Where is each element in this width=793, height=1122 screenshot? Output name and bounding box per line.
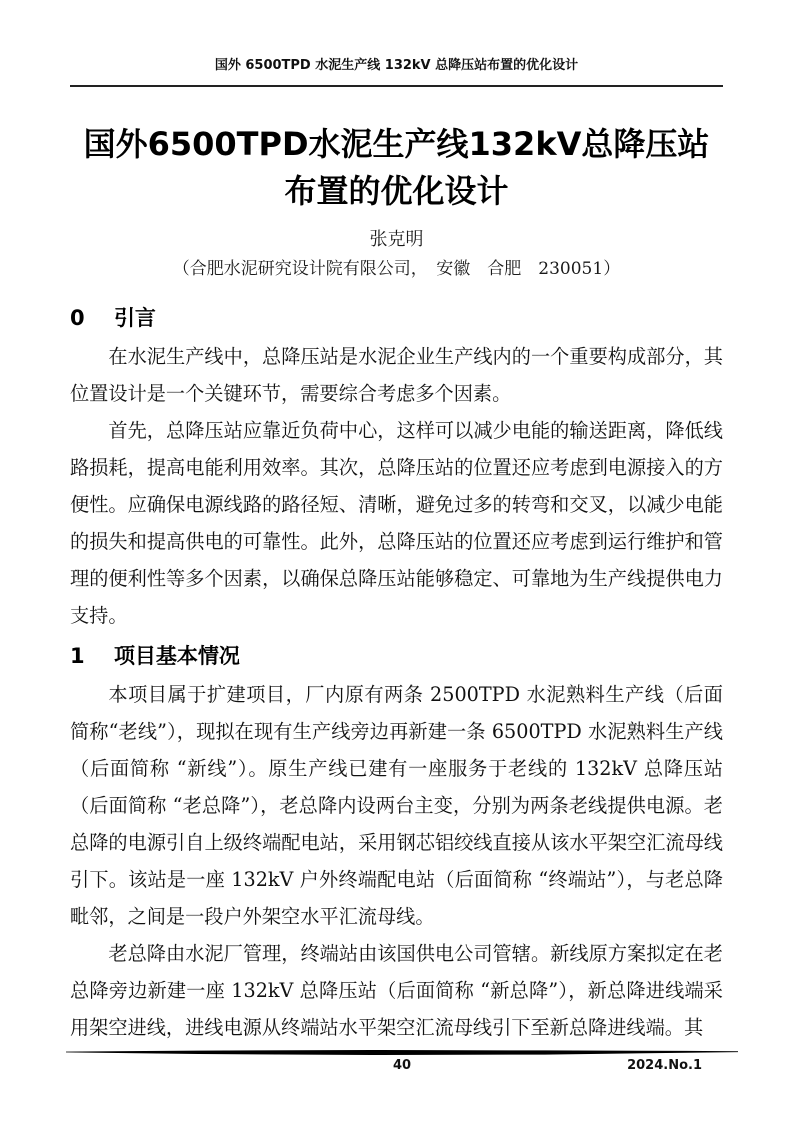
section-1-paragraph-1: 本项目属于扩建项目，厂内原有两条 2500TPD 水泥熟料生产线（后面简称“老线”），现拟在现有生产线旁边再新建一条 6500TPD 水泥熟料生产线（后面简称 “新线”）。原生产线已建有一座服务于老线的 132kV 总降压站（后面简称 “老总降”），老总降内设两台主变，分别为两条老线提供电源。老总降的电源引自上级终端配电站，采用钢芯铝绞线直接从该水平架空汇流母线引下。该站是一座 132kV 户外终端配电站（后面简称 “终端站”），与老总降毗邻，之间是一段户外架空水平汇流母线。 xyxy=(70,683,723,928)
section-project-overview xyxy=(70,641,723,1046)
article-title xyxy=(70,121,723,215)
header-rule xyxy=(70,85,723,87)
section-1-paragraph-2: 老总降由水泥厂管理，终端站由该国供电公司管辖。新线原方案拟定在老总降旁边新建一座 132kV 总降压站（后面简称 “新总降”），新总降进线端采用架空进线，进线电源从终端站水平架空汇流母线引下至新总降进线端。其 xyxy=(70,942,723,1039)
issue-number: 2024.No.1 xyxy=(627,1058,702,1073)
section-0-number: 0 xyxy=(70,306,85,330)
section-1-heading xyxy=(70,641,723,672)
article-title-line1: 国外6500TPD水泥生产线132kV总降压站 xyxy=(83,125,710,163)
section-0-heading xyxy=(70,303,723,334)
section-0-paragraph-1: 在水泥生产线中，总降压站是水泥企业生产线内的一个重要构成部分，其位置设计是一个关键环节，需要综合考虑多个因素。 xyxy=(70,345,723,405)
section-1-title: 项目基本情况 xyxy=(113,644,240,668)
page-footer xyxy=(66,1049,738,1075)
page-number: 40 xyxy=(392,1058,412,1073)
footer-rule xyxy=(66,1049,738,1056)
author-affiliation: （合肥水泥研究设计院有限公司， 安徽 合肥 230051） xyxy=(172,259,621,279)
section-1-number: 1 xyxy=(70,644,85,668)
footer-row xyxy=(66,1057,738,1075)
author-name: 张克明 xyxy=(369,229,424,250)
section-introduction xyxy=(70,303,723,634)
running-head-title: 国外 6500TPD 水泥生产线 132kV 总降压站布置的优化设计 xyxy=(214,58,579,73)
article-title-line2: 布置的优化设计 xyxy=(284,172,509,210)
section-0-paragraph-2: 首先，总降压站应靠近负荷中心，这样可以减少电能的输送距离，降低线路损耗，提高电能利用效率。其次，总降压站的位置还应考虑到电源接入的方便性。应确保电源线路的路径短、清晰，避免过多的转弯和交叉，以减少电能的损失和提高供电的可靠性。此外，总降压站的位置还应考虑到运行维护和管理的便利性等多个因素，以确保总降压站能够稳定、可靠地为生产线提供电力支持。 xyxy=(70,419,723,627)
section-0-title: 引言 xyxy=(113,306,156,330)
